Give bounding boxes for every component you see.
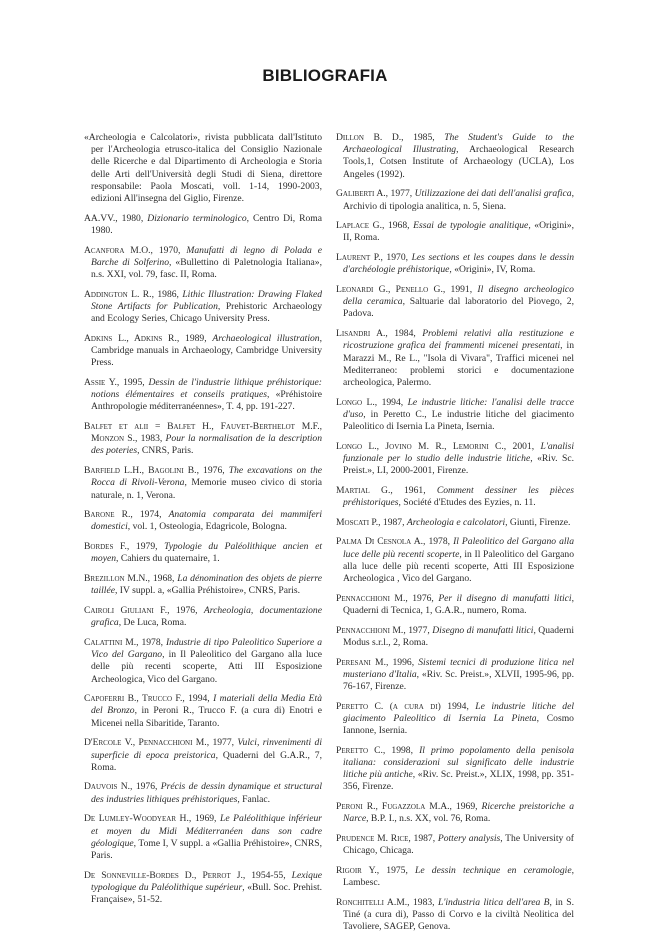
bibliography-entry [84, 813, 322, 862]
entry-details: , in S. Tiné (a cura di), Passo di Corvo e la civiltà Neolitica del Tavoliere, SAGEP, Genova. [343, 896, 574, 933]
entry-title: Il Paleolitico del Gargano alla luce delle più recenti scoperte [343, 536, 574, 560]
entry-title: Comment dessiner les pièces préhistoriques [343, 484, 575, 509]
entry-details: , Cahiers du quaternaire, 1. [116, 553, 220, 565]
entry-title: Dizionario terminologico [147, 212, 247, 224]
bibliography-entry [84, 333, 322, 370]
entry-title: Pottery analysis [437, 833, 501, 845]
entry-details: , Prehistoric Archaeology and Ecology Series, Chicago University Press. [91, 300, 323, 325]
bibliography-entry [336, 252, 574, 276]
entry-details: , Tome I, V suppl. a «Gallia Préhistoire», CNRS, Paris. [91, 837, 322, 861]
entry-title: Le industrie litiche: l'analisi delle tracce d'uso [343, 396, 574, 420]
bibliography-entry [84, 573, 322, 597]
entry-author: Capoferri B., Trucco F., 1994, [84, 693, 214, 705]
entry-title: Archeologia, documentazione grafica [91, 605, 322, 629]
entry-details: , De Luca, Roma. [118, 617, 187, 629]
entry-title: Sistemi tecnici di produzione litica nel musteriano d'Italia [343, 656, 574, 680]
entry-title: L'analisi funzionale per lo studio delle industrie litiche [343, 440, 574, 464]
entry-title: Lithic Illustration: Drawing Flaked Stone Artifacts for Publication [91, 288, 322, 312]
entry-details: , «Riv. Sc. Preist.», LI, 2000-2001, Firenze. [343, 452, 574, 477]
entry-details: , «Riv. Sc. Preist.», XLIX, 1998, pp. 351-356, Firenze. [343, 769, 574, 793]
entry-details: , Quaderni del G.A.R., 7, Roma. [91, 749, 322, 773]
entry-author: Rigoir Y., 1975, [336, 864, 416, 876]
bibliography-entry [336, 220, 574, 244]
entry-details: , in Il Paleolitico del Gargano alla luce delle più recenti scoperte, Atti III Esposizione Archeologica , Vico del Gargano. [343, 548, 574, 585]
bibliography-entry [84, 377, 322, 414]
entry-details: , Archaeological Research Tools,1, Cotsen Institute of Archaeology (UCLA), Los Angeles (1992). [343, 144, 574, 180]
entry-details: , in Peroni R., Trucco F. (a cura di) Enotri e Micenei nella Sibaritide, Taranto. [91, 705, 322, 729]
entry-author: Peretto C., 1998, [336, 744, 420, 756]
bibliography-entry [336, 801, 574, 825]
entry-title: Le dessin technique en ceramologie [415, 864, 572, 876]
bibliography-entry [84, 541, 322, 565]
entry-details: , Giunti, Firenze. [505, 516, 571, 528]
entry-author: Balfet et alii = Balfet H., Fauvet-Berthelot M.F., Monzon S., 1983, [84, 421, 322, 445]
entry-details: , Memorie museo civico di storia naturale, n. 1, Verona. [91, 477, 322, 501]
entry-author: Galiberti A., 1977, [336, 188, 415, 200]
entry-title: Typologie du Paléolithique ancien et moyen [91, 541, 322, 565]
entry-details: , in Marazzi M., Re L., "Isola di Vivara", Traffici micenei nel Mediterraneo: problemi storici e documentazione archeologica, Palermo. [343, 340, 574, 388]
bibliography-entry [84, 213, 322, 237]
entry-author: Barone R., 1974, [84, 509, 169, 521]
entry-details: , Cosmo Iannone, Isernia. [343, 712, 574, 737]
bibliography-entry [84, 509, 322, 533]
entry-title: Lexique typologique du Paléolithique supérieur [91, 869, 322, 893]
entry-author: Bordes F., 1979, [84, 541, 165, 553]
bibliography-entry [84, 637, 322, 686]
entry-title: I materiali della Media Età del Bronzo [91, 693, 322, 717]
entry-title: Le Paléolithique inférieur et moyen du Midi Méditerranéen dans son cadre géologique [91, 813, 323, 849]
entry-title: Il primo popolamento della penisola italiana: considerazioni sul significato delle industrie litiche più antiche [343, 744, 574, 781]
entry-title: Anatomia comparata dei mammiferi domestici [91, 509, 322, 533]
entry-title: Dessin de l'industrie lithique préhistorique: notions élémentaires et conseils pratiques [91, 376, 322, 401]
entry-author: Ronchitelli A.M., 1983, [336, 896, 438, 908]
entry-author: Addington L. R., 1986, [84, 288, 183, 300]
entry-details: «Archeologia e Calcolatori», rivista pubblicata dall'Istituto per l'Archeologia etrusco-italica del Consiglio Nazionale delle Ricerche e dal Dipartimento di Archeologia e Storia delle Arti dell'Università degli Studi di Siena, direttore responsabile: Paola Moscati, voll. 1-14, 1990-2003, edizioni All'insegna del Giglio, Firenze. [84, 132, 322, 205]
entry-details: , Archivio di tipologia analitica, n. 5, Siena. [343, 188, 574, 212]
entry-title: Utilizzazione dei dati dell'analisi grafica [414, 188, 572, 200]
bibliography-entry [336, 132, 574, 181]
entry-title: Il disegno archeologico della ceramica [343, 284, 574, 308]
entry-details: , Cambridge manuals in Archaeology, Cambridge University Press. [91, 332, 322, 369]
page-title: BIBLIOGRAFIA [262, 66, 388, 85]
bibliography-entry [84, 693, 322, 730]
entry-title: La dénomination des objets de pierre taillée [91, 573, 322, 597]
entry-author: Calattini M., 1978, [84, 636, 166, 648]
entry-title: Disegno di manufatti litici [432, 624, 534, 636]
entry-details: , «Bull. Soc. Prehist. Française», 51-52. [91, 881, 323, 906]
bibliography-entry [84, 870, 322, 907]
right-column [336, 132, 574, 941]
bibliography-entry [336, 517, 574, 529]
bibliography-entry [84, 421, 322, 458]
entry-author: Adkins L., Adkins R., 1989, [84, 332, 213, 344]
entry-title: Ricerche preistoriche a Narce [343, 801, 574, 825]
entry-title: Essai de typologie analitique [413, 220, 529, 232]
entry-title: Manufatti di legno di Polada e Barche di Solferino [91, 244, 322, 268]
entry-author: D'Ercole V., Pennacchioni M., 1977, [84, 737, 238, 749]
entry-details: , Quaderni Modus s.r.l., 2, Roma. [343, 624, 574, 648]
entry-details: , Fanlac. [237, 793, 271, 805]
bibliography-entry [84, 781, 322, 805]
bibliography-entry [336, 188, 574, 212]
bibliography-entry [336, 701, 574, 738]
entry-details: , Société d'Etudes des Eyzies, n. 11. [398, 497, 536, 509]
bibliography-entry [336, 284, 574, 321]
entry-title: Per il disegno di manufatti litici [438, 592, 572, 604]
entry-details: , B.P. I., n.s. XX, vol. 76, Roma. [366, 813, 491, 825]
bibliography-entry [336, 865, 574, 889]
entry-author: De Sonneville-Bordes D., Perrot J., 1954-55, [84, 869, 292, 881]
entry-author: Acanfora M.O., 1970, [84, 244, 187, 256]
entry-details: , «Origini», II, Roma. [343, 220, 574, 244]
bibliography-entry [336, 441, 574, 478]
entry-details: , IV suppl. a, «Gallia Préhistoire», CNRS, Paris. [114, 585, 301, 597]
entry-details: , «Préhistoire Anthropologie méditerranéennes», T. 4, pp. 191-227. [91, 389, 322, 413]
entry-author: Laplace G., 1968, [336, 220, 414, 232]
entry-title: Problemi relativi alla restituzione e ricostruzione grafica dei frammenti micenei presentati [343, 328, 575, 352]
entry-author: Lisandri A., 1984, [336, 328, 423, 340]
entry-title: Industrie di tipo Paleolitico Superiore a Vico del Gargano [91, 636, 322, 661]
entry-author: AA.VV., 1980, [84, 212, 148, 224]
entry-details: , CNRS, Paris. [137, 445, 194, 457]
entry-details: , Lambesc. [343, 864, 574, 889]
entry-author: Palma Di Cesnola A., 1978, [336, 536, 454, 548]
entry-author: Dauvois N., 1976, [84, 781, 161, 793]
entry-author: Longo L., Jovino M. R., Lemorini C., 2001, [336, 440, 541, 452]
entry-author: Longo L., 1994, [336, 396, 408, 408]
entry-author: Leonardi G., Penello G., 1991, [336, 284, 478, 296]
entry-title: Précis de dessin dynamique et structural des industries lithiques préhistoriques [91, 781, 323, 805]
bibliography-entry [336, 897, 574, 934]
bibliography-entry [84, 132, 322, 205]
bibliography-entry [336, 397, 574, 434]
entry-author: De Lumley-Woodyear H., 1969, [84, 813, 221, 825]
entry-details: , Centro Di, Roma 1980. [91, 212, 322, 236]
entry-author: Peroni R., Fugazzola M.A., 1969, [336, 801, 482, 813]
bibliography-entry [336, 745, 574, 794]
entry-title: Vulci, rinvenimenti di superficie di epoca preistorica [91, 737, 322, 761]
bibliography-entry [336, 536, 574, 585]
entry-details: , in Il Paleolitico del Gargano alla luce delle più recenti scoperte, Atti III Esposizione Archeologica, Vico del Gargano. [91, 649, 322, 685]
entry-title: L'industria litica dell'area B [437, 896, 550, 908]
entry-author: Pennacchioni M., 1976, [336, 592, 439, 604]
bibliography-entry [84, 289, 322, 326]
entry-author: Peretto C. (a cura di) 1994, [336, 700, 476, 712]
entry-details: , vol. 1, Osteologia, Edagricole, Bologna. [127, 521, 287, 533]
entry-details: , in Peretto C., Le industrie litiche del giacimento Paleolitico di Isernia La Pineta, Isernia. [343, 408, 574, 433]
entry-title: Archeologia e calcolatori [406, 516, 506, 528]
entry-author: Martial G., 1961, [336, 484, 437, 496]
entry-author: Peresani M., 1996, [336, 656, 419, 668]
bibliography-entry [84, 465, 322, 502]
entry-title: The excavations on the Rocca di Rivoli-Verona [91, 465, 322, 489]
left-column [84, 132, 322, 914]
entry-author: Laurent P., 1970, [336, 252, 412, 264]
bibliography-entry [84, 245, 322, 282]
entry-details: , Saltuarie dal laboratorio del Piovego, 2, Padova. [343, 296, 574, 320]
entry-title: Archaeological illustration [212, 332, 320, 344]
entry-details: , «Origini», IV, Roma. [449, 264, 536, 276]
entry-title: Les sections et les coupes dans le dessin d'archéologie préhistorique [343, 252, 574, 276]
entry-author: Cairoli Giuliani F., 1976, [84, 605, 204, 616]
entry-author: Assie Y., 1995, [84, 376, 149, 388]
entry-details: , Quaderni di Tecnica, 1, G.A.R., numero, Roma. [343, 592, 574, 616]
entry-title: The Student's Guide to the Archaeological Illustrating [343, 132, 574, 156]
bibliography-entry [84, 737, 322, 774]
bibliography-entry [336, 593, 574, 617]
bibliography-entry [84, 605, 322, 629]
entry-title: Le industrie litiche del giacimento Paleolitico di Isernia La Pineta [343, 700, 574, 724]
entry-details: , The University of Chicago, Chicaga. [343, 833, 574, 857]
bibliography-entry [336, 833, 574, 857]
entry-author: Dillon B. D., 1985, [336, 132, 445, 143]
entry-author: Prudence M. Rice, 1987, [336, 833, 438, 845]
entry-author: Barfield L.H., Bagolini B., 1976, [84, 465, 229, 477]
entry-author: Pennacchioni M., 1977, [336, 624, 433, 636]
entry-author: Moscati P., 1987, [336, 516, 407, 528]
bibliography-entry [336, 485, 574, 509]
bibliography-entry [336, 657, 574, 694]
entry-details: , «Bullettino di Paletnologia Italiana», n.s. XXI, vol. 79, fasc. II, Roma. [91, 256, 322, 281]
entry-title: Pour la normalisation de la description des poteries [91, 433, 322, 457]
bibliography-entry [336, 328, 574, 389]
entry-details: , «Riv. Sc. Preist.», XLVII, 1995-96, pp. 76-167, Firenze. [343, 668, 574, 693]
bibliography-entry [336, 625, 574, 649]
entry-author: Brezillon M.N., 1968, [84, 573, 178, 585]
